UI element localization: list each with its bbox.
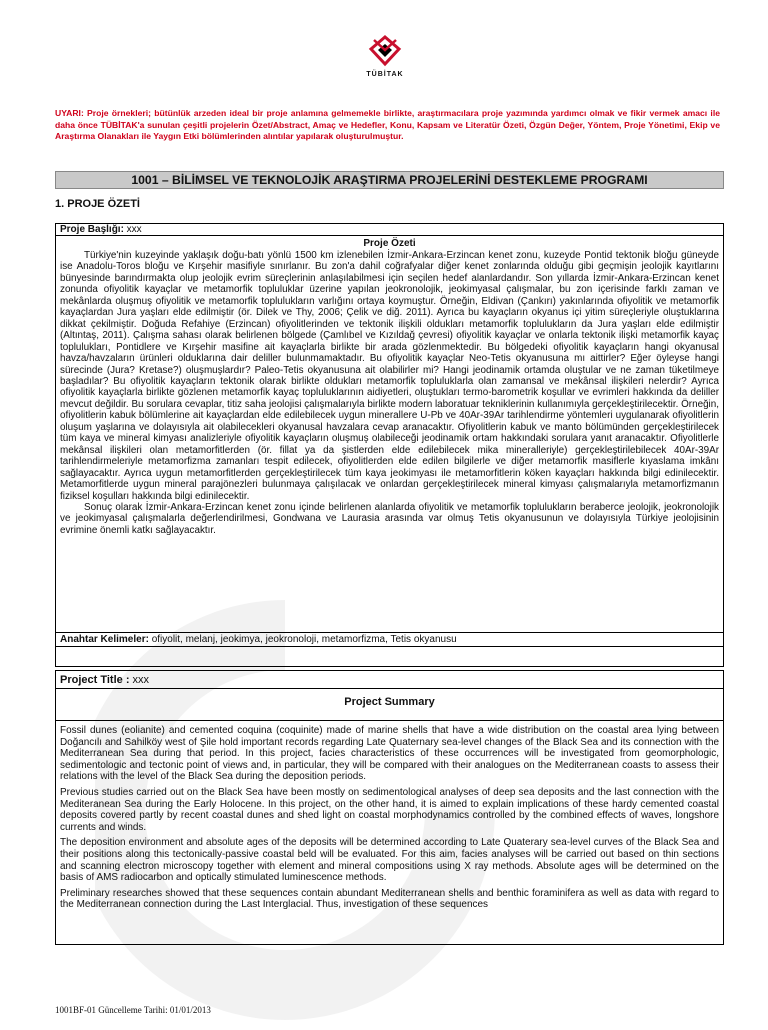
en-title-label: Project Title : (60, 674, 130, 686)
en-paragraph: The deposition environment and absolute ages of the deposits will be determined according to Late Quaterary sea-level curves of the Black Sea and their positions along this tectonically-passive coastal beld will be evaluated. For this aim, facies analyses will be carried out based on thin sections and scanning electron microscopy together with element and mineral compositions using X ray methods. Absolute ages will be determined on the basis of AMS radiocarbon and optically stimulated luminescence methods. (60, 837, 719, 884)
summary-body (56, 236, 723, 633)
turkish-summary-table (55, 223, 724, 667)
project-title-value: xxx (123, 224, 142, 235)
tubitak-logo (360, 34, 410, 84)
summary-paragraph: Türkiye'nin kuzeyinde yaklaşık doğu-batı yönlü 1500 km izlenebilen İzmir-Ankara-Erzincan kenet zonu, kuzeyde Pontid tektonik bloğu güneyde ise Anadolu-Toros bloğu ve Kırşehir masifiyle sınırlanır. Bu zon'a dahil coğrafyalar diğer kenet zonlarında olduğu gibi geçmişin jeolojik kayıtlarını bünyesinde barındırmakta olup jeolojik evrim süreçlerinin anlaşılabilmesi için seçilen hedef alanlardandır. Son yıllarda İzmir-Ankara-Erzincan kenet zonunda ofiyolitik kayaçlar ve metamorfik topluluklar üzerine yapılan jeokronolojik, jeokimyasal çalışmalar, bu zon içerisinde farklı zaman ve mekânlarda oluşmuş ofiyolitik ve metamorfik toplulukların varlığını ortaya koymuştur. Örneğin, Eldivan (Çankırı) yakınlarında ofiyolitik ve metamorfik kayaçlardan Jura yaşları elde edilmiştir (ör. Dilek ve Thy, 2006; Çelik ve diğ. 2011). Ayrıca bu kayaçların okyanus içi yitim süreçleriyle oluştuklarına dikkat çekilmiştir. Doğuda Refahiye (Erzincan) ofiyolitlerinden ve tektonik ilişkili oldukları metamorfik toplulukların da Jura yaşları elde edilmiştir (Altıntaş, 2011). Çalışma sahası olarak belirlenen bölgede (Çamlıbel ve Kızıldağ çevresi) ofiyolitik kayaçlar ve onlarla tektonik ilişki metamorfik kayaç toplulukları, Pontidlere ve Kırşehir masifine ait kayaçlarla birlikte bir arada gözlenmektedir. Bu bölgedeki ofiyolitik kayaçların hangi okyanusal havza/havzaların ürünleri olduklarına dair deliller bulunmamaktadır. Bu ofiyolitik kayaçlar Neo-Tetis okyanusuna mı aittirler? Eğer öyleyse hangi sürecinde (Jura? Kretase?) oluşmuşlardır? Paleo-Tetis okyanusuna ait olabilirler mi? Hangi jeodinamik ortamda oluştular ve ne zaman tüketilmeye başladılar? Bu ofiyolitik kayaçların tektonik olarak birlikte oldukları metamorfik topluluklarla olan zamansal ve mekânsal ilişkileri nelerdir? Ayrıca ofiyolitik kayaçlarla birlikte gözlenen metamorfik kayaç topluluklarının aidiyetleri, oluştukları termo-barometrik koşullar ve evrimleri hakkında da deliller mevcut değildir. Bu sorulara cevaplar, titiz saha jeolojisi çalışmalarıyla birlikte modern laboratuar tekniklerinin kullanımıyla gerçekleştirilecektir. Örneğin, ofiyolitlerin kabuk bölümlerine ait kayaçlardan elde edilebilecek uygun minerallere U-Pb ve 40Ar-39Ar tarihlendirme yöntemleri uygulanarak ofiyolitlerin oluşum yaşlarına ve dolayısıyla ait olabilecekleri okyanusal havzalara cevap aranacaktır. Ofiyolitlerin kabuk ve manto bölümünden gerçekleştirilecek tüm kaya ve mineral kimyası analizleriyle ofiyolitik kayaçların oluşmuş olabileceği jeodinamik ortam hakkındaki sorulara yanıt aranacaktır. Ofiyolitlerle mekânsal ilişkileri olan metamorfitlerden (ör. fillat ya da şistlerden elde edilebilecek mika mineralleriyle) gerçekleştirilebilecek 40Ar-39Ar tarihlendirmeleriyle metamorfizma zamanları tespit edilecek, ofiyolitlerden elde edilen bilgilerle ve diğer metamorfik masiflerle kıyaslama imkânı sağlayacaktır. Ayrıca uygun metamorfitlerden gerçekleştirilecek tüm kaya jeokimyası ile metamorfitlerin köken kayaçları hakkında bilgi edinilecektir. Metamorfitlerde uygun mineral parajönezleri bulunmaya çalışılacak ve onlardan gerçekleştirilecek mineral kimyası çalışmalarıyla metamorfizmanın fiziksel koşulları hakkında bilgi edinilecektir. (60, 250, 719, 502)
keywords-value: ofiyolit, melanj, jeokimya, jeokronoloji, metamorfizma, Tetis okyanusu (148, 634, 457, 645)
tubitak-logo-icon (368, 34, 402, 68)
summary-heading: Proje Özeti (363, 238, 416, 249)
program-title: 1001 – BİLİMSEL VE TEKNOLOJİK ARAŞTIRMA PROJELERİNİ DESTEKLEME PROGRAMI (55, 171, 724, 189)
en-summary-heading: Project Summary (56, 689, 723, 721)
en-paragraph: Preliminary researches showed that these sequences contain abundant Mediterranean shells and benthic foraminifera as well as data with regard to the Mediterranean connection during the Last Interglacial. Thus, investigation of these sequences (60, 887, 719, 911)
en-paragraph: Previous studies carried out on the Black Sea have been mostly on sedimentological analyses of deep sea deposits and the last connection with the Mediteranean Sea during the Early Holocene. In this project, on the other hand, it is aimed to explain implications of these hardy cemented coastal deposits covered partly by recent coastal dunes and shed light on coastal morphodynamics controlled by the combined effects of waves, longshore currents and winds. (60, 786, 719, 833)
en-title-row (56, 671, 723, 689)
warning-text: UYARI: Proje örnekleri; bütünlük arzeden ideal bir proje anlamına gelmemekle birlikte, araştırmacılara proje yazımında yardımcı olmak ve fikir vermek amacı ile daha önce TÜBİTAK'a sunulan çeşitli projelerin Özet/Abstract, Amaç ve Hedefler, Konu, Kapsam ve Literatür Özeti, Özgün Değer, Yöntem, Proje Yönetimi, Ekip ve Araştırma Olanakları ile Yaygın Etki bölümlerinden alıntılar yapılarak oluşturulmuştur. (55, 108, 720, 142)
keywords-row (56, 633, 723, 647)
summary-paragraph: Sonuç olarak İzmir-Ankara-Erzincan kenet zonu içinde belirlenen alanlarda ofiyolitik ve metamorfik toplulukların beraberce jeolojik, jeokronolojik ve jeokimyasal çalışmalarla değerlendirilmesi, Gondwana ve Laurasia arasında var olmuş Tetis okyanusunun ve dolayısıyla Türkiye jeolojisinin evrimine önemli katkı sağlayacaktır. (60, 501, 719, 536)
empty-row (56, 647, 723, 666)
section-heading: 1. PROJE ÖZETİ (55, 198, 140, 210)
en-title-value: xxx (129, 674, 150, 686)
project-title-label: Proje Başlığı: (60, 224, 124, 235)
english-summary-table (55, 670, 724, 945)
project-title-row (56, 224, 723, 236)
logo-text: TÜBİTAK (366, 71, 404, 78)
keywords-label: Anahtar Kelimeler: (60, 634, 149, 645)
en-paragraph: Fossil dunes (eolianite) and cemented coquina (coquinite) made of marine shells that have a wide distribution on the coastal area lying between Doğancılı and Sahilköy west of Şile hold important records regarding Late Quaternary sea-level changes of the Black Sea and its connection with the Mediterranean Sea during that period. In this project, facies characteristics of these occurrences will be investigated from geomorphologic, sedimentologic and tectonic point of views and, in particular, they will be compared with their analogues on the Mediterranean coasts to assess their relations with the level of the Black Sea during the deposition periods. (60, 725, 719, 783)
footer: 1001BF-01 Güncelleme Tarihi: 01/01/2013 (55, 1005, 211, 1015)
en-summary-body (56, 721, 723, 944)
